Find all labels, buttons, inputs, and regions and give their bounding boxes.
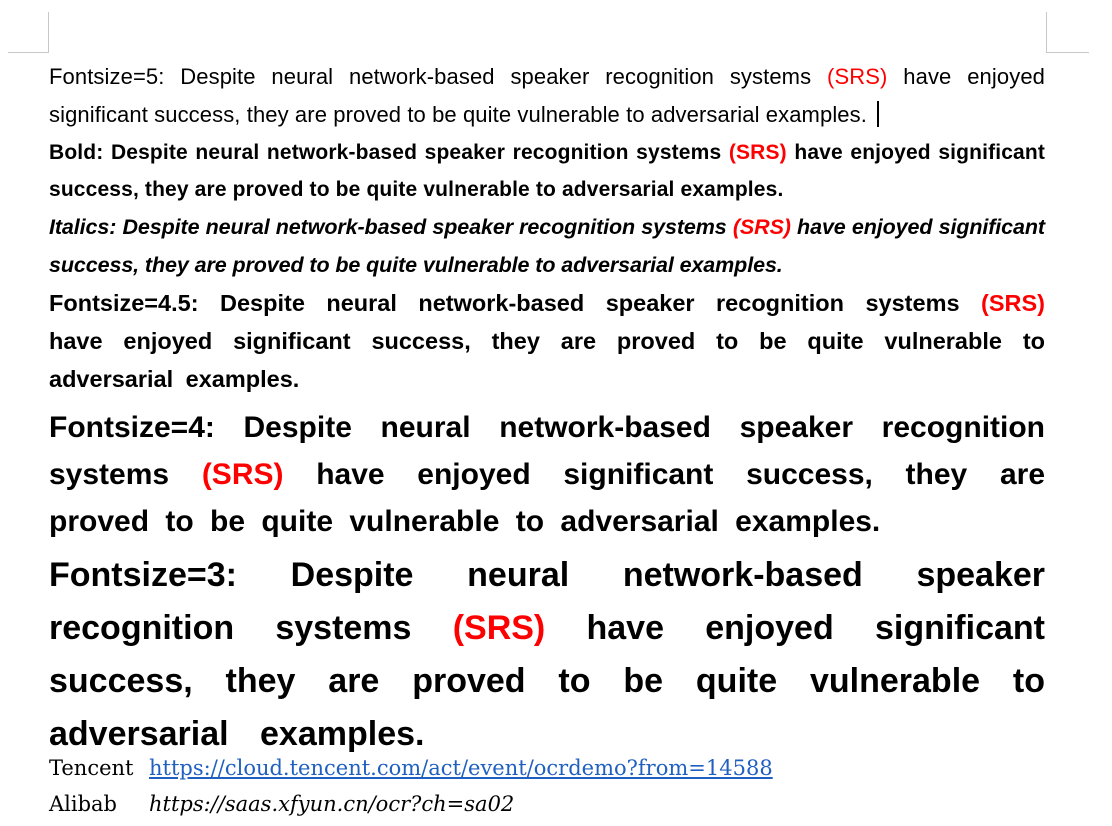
paragraph-text: Fontsize=4.5: Despite neural network-based speaker recognition systems xyxy=(49,290,982,316)
srs-highlight: (SRS) xyxy=(728,141,787,164)
paragraph-bold[interactable] xyxy=(49,134,1045,208)
paragraph-text: Fontsize=4: Despite neural network-based speaker recognition systems xyxy=(49,411,1045,491)
page-corner-mark-top-right xyxy=(1046,12,1089,53)
paragraph-text: have enjoyed significant success, they are proved to be quite vulnerable to adversarial examples. xyxy=(49,215,1045,277)
srs-highlight: (SRS) xyxy=(201,458,284,491)
paragraph-text: Italics: Despite neural network-based speaker recognition systems xyxy=(49,215,733,239)
tencent-ocr-link[interactable]: https://cloud.tencent.com/act/event/ocrdemo?from=14588 xyxy=(149,756,773,780)
reference-alibab xyxy=(49,786,773,822)
paragraph-text: have enjoyed significant success, they are proved to be quite vulnerable to adversarial examples. xyxy=(49,458,1045,538)
paragraph-italics[interactable] xyxy=(49,208,1045,284)
reference-tencent xyxy=(49,750,773,786)
srs-highlight: (SRS) xyxy=(981,290,1045,316)
paragraph-fontsize-4[interactable] xyxy=(49,404,1045,545)
paragraph-text: Fontsize=5: Despite neural network-based speaker recognition systems xyxy=(49,64,828,89)
xfyun-ocr-link[interactable]: https://saas.xfyun.cn/ocr?ch=sa02 xyxy=(149,792,515,816)
paragraph-fontsize-3[interactable] xyxy=(49,549,1045,761)
srs-highlight: (SRS) xyxy=(732,215,791,239)
paragraph-text: have enjoyed significant success, they are proved to be quite vulnerable to adversarial examples. xyxy=(49,64,1045,127)
paragraph-text: Fontsize=3: Despite neural network-based speaker recognition systems xyxy=(49,556,1045,647)
reference-label: Alibab xyxy=(49,792,118,816)
paragraph-text: have enjoyed significant success, they are proved to be quite vulnerable to adversarial examples. xyxy=(49,609,1045,753)
reference-label: Tencent xyxy=(49,756,134,780)
document-body[interactable] xyxy=(49,58,1045,761)
paragraph-text: have enjoyed significant success, they are proved to be quite vulnerable to adversarial examples. xyxy=(49,141,1045,201)
page-corner-mark-top-left xyxy=(8,12,49,53)
srs-highlight: (SRS) xyxy=(827,64,888,89)
paragraph-text: Bold: Despite neural network-based speaker recognition systems xyxy=(49,141,729,164)
paragraph-fontsize-4-5[interactable] xyxy=(49,284,1045,398)
paragraph-fontsize-5[interactable] xyxy=(49,58,1045,134)
reference-links xyxy=(49,750,773,822)
srs-highlight: (SRS) xyxy=(452,609,546,647)
text-cursor xyxy=(877,101,879,127)
paragraph-text: have enjoyed significant success, they are proved to be quite vulnerable to adversarial examples. xyxy=(49,328,1045,392)
